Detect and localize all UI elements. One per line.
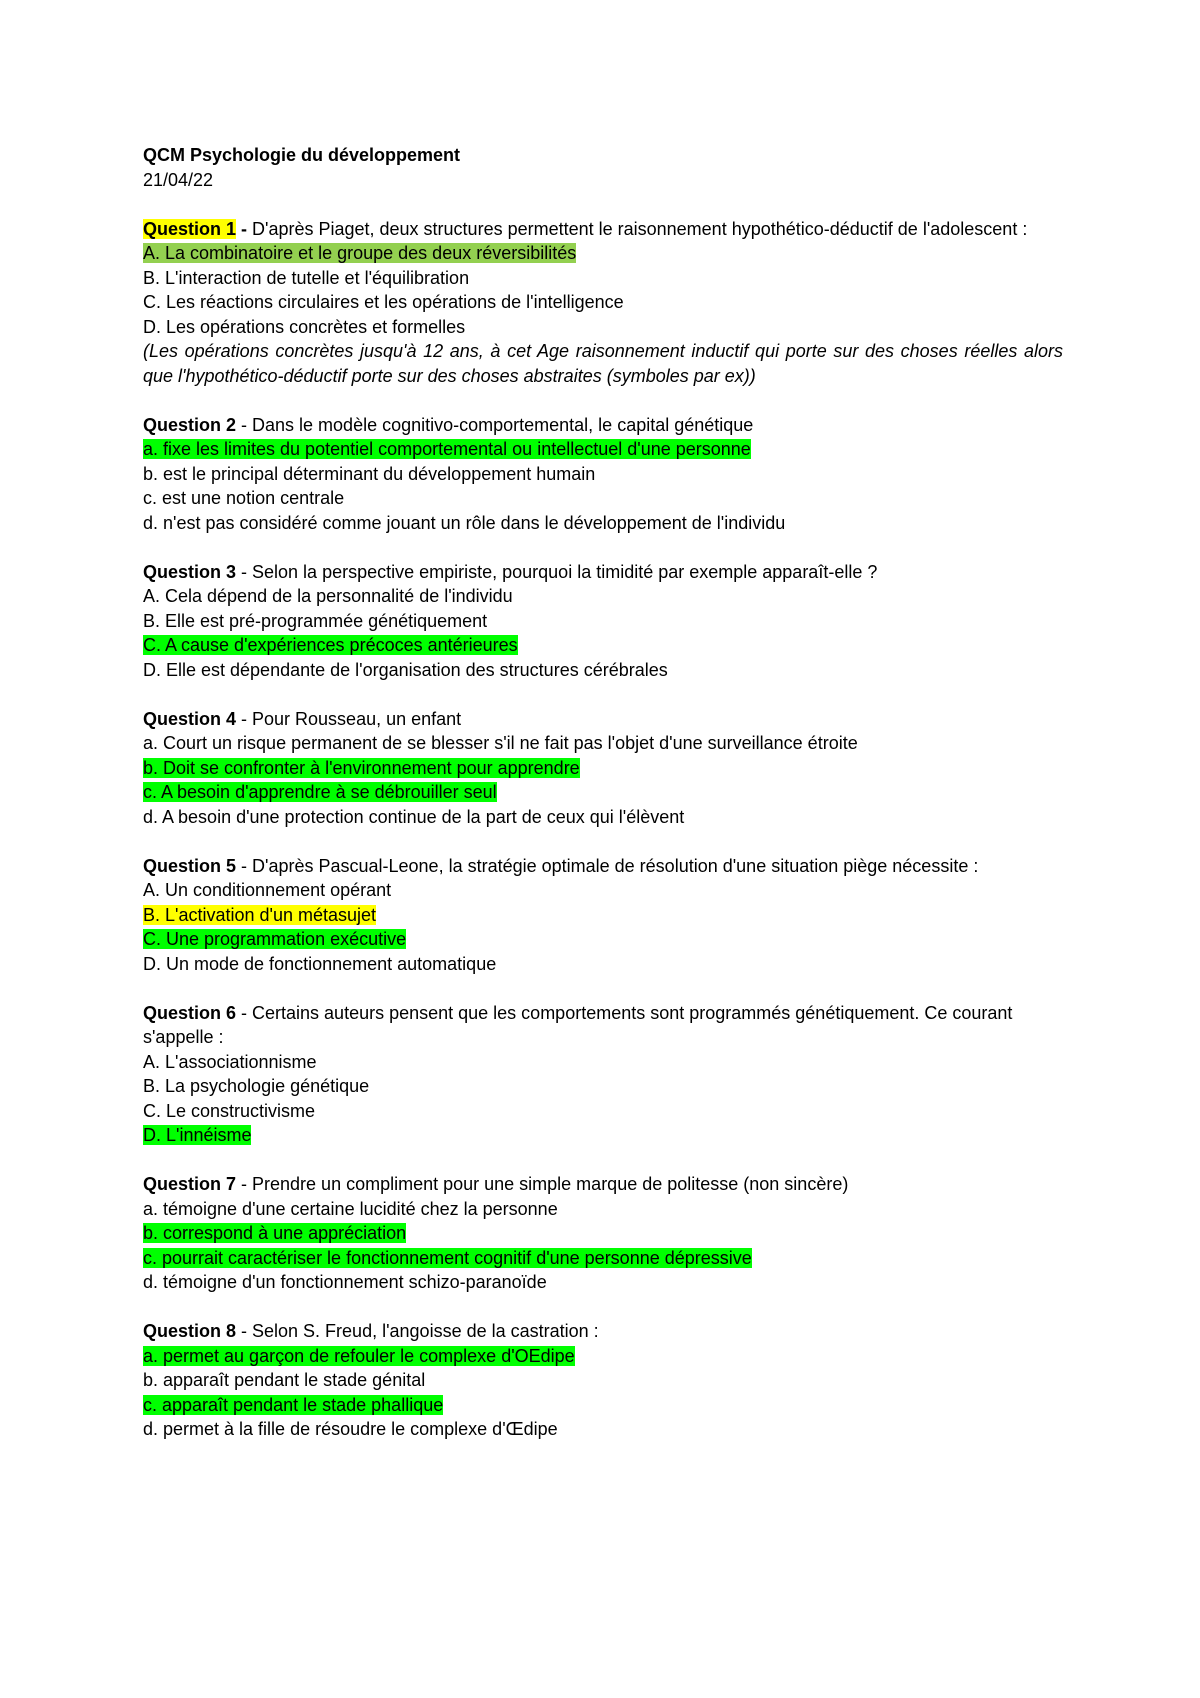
question-6-option-c: C. Le constructivisme [143, 1100, 316, 1121]
question-5-label: Question 5 [143, 855, 237, 876]
question-3-label: Question 3 [143, 561, 237, 582]
question-1-option-a: A. La combinatoire et le groupe des deux réversibilités [143, 243, 577, 263]
question-5-option-a: A. Un conditionnement opérant [143, 880, 392, 900]
question-8-option-a: a. permet au garçon de refouler le complexe d'OEdipe [143, 1345, 575, 1366]
question-1-label: Question 1 [143, 218, 237, 239]
question-7-option-a: a. témoigne d'une certaine lucidité chez la personne [143, 1198, 558, 1219]
question-6-option-a: A. L'associationnisme [143, 1051, 317, 1072]
question-1-option-d: D. Les opérations concrètes et formelles [143, 316, 466, 337]
question-3-option-c: C. A cause d'expériences précoces antérieures [143, 635, 518, 655]
question-4 [143, 707, 1063, 830]
question-3-option-d: D. Elle est dépendante de l'organisation des structures cérébrales [143, 659, 668, 680]
question-5 [143, 854, 1063, 977]
question-4-text: Pour Rousseau, un enfant [252, 708, 462, 729]
question-2-separator: - [236, 414, 253, 435]
question-8-text: Selon S. Freud, l'angoisse de la castration : [252, 1321, 599, 1341]
question-7-option-c: c. pourrait caractériser le fonctionnement cognitif d'une personne dépressive [143, 1247, 752, 1268]
question-8-prompt [143, 1319, 1063, 1344]
question-4-option-a: a. Court un risque permanent de se blesser s'il ne fait pas l'objet d'une surveillance étroite [143, 733, 858, 753]
question-5-option-b: B. L'activation d'un métasujet [143, 904, 377, 925]
question-4-prompt [143, 707, 1063, 732]
question-7-option-d: d. témoigne d'un fonctionnement schizo-paranoïde [143, 1272, 547, 1292]
question-7-separator: - [236, 1174, 253, 1194]
question-7-option-b: b. correspond à une appréciation [143, 1223, 407, 1243]
question-5-separator: - [236, 855, 253, 876]
question-8-option-d: d. permet à la fille de résoudre le complexe d'Œdipe [143, 1419, 558, 1439]
question-5-prompt [143, 854, 1063, 879]
question-1-separator: - [236, 218, 253, 239]
question-2-label: Question 2 [143, 414, 237, 435]
question-3 [143, 560, 1063, 683]
question-2 [143, 413, 1063, 536]
question-1-option-b: B. L'interaction de tutelle et l'équilibration [143, 267, 470, 288]
question-6-option-d: D. L'innéisme [143, 1125, 252, 1145]
question-8-option-b: b. apparaît pendant le stade génital [143, 1370, 426, 1390]
question-2-text: Dans le modèle cognitivo-comportemental, le capital génétique [252, 414, 754, 435]
question-6-label: Question 6 [143, 1002, 237, 1023]
question-6-separator: - [236, 1002, 253, 1023]
question-4-label: Question 4 [143, 708, 237, 729]
question-4-option-c: c. A besoin d'apprendre à se débrouiller seul [143, 782, 497, 802]
question-7-text: Prendre un compliment pour une simple marque de politesse (non sincère) [252, 1174, 849, 1194]
question-5-text: D'après Pascual-Leone, la stratégie optimale de résolution d'une situation piège nécessite : [252, 855, 979, 876]
question-7 [143, 1172, 1063, 1295]
question-8-option-c: c. apparaît pendant le stade phallique [143, 1394, 444, 1415]
question-3-text: Selon la perspective empiriste, pourquoi la timidité par exemple apparaît-elle ? [252, 561, 878, 582]
question-6 [143, 1001, 1063, 1148]
question-3-option-b: B. Elle est pré-programmée génétiquement [143, 610, 488, 631]
question-1 [143, 217, 1063, 389]
question-6-option-b: B. La psychologie génétique [143, 1076, 370, 1096]
question-7-label: Question 7 [143, 1174, 237, 1194]
question-3-prompt [143, 560, 1063, 585]
question-1-option-c: C. Les réactions circulaires et les opérations de l'intelligence [143, 292, 624, 312]
question-3-option-a: A. Cela dépend de la personnalité de l'individu [143, 586, 513, 606]
question-8-separator: - [236, 1321, 253, 1341]
question-4-separator: - [236, 708, 253, 729]
question-2-option-b: b. est le principal déterminant du développement humain [143, 463, 596, 484]
question-8-label: Question 8 [143, 1321, 237, 1341]
document-title: QCM Psychologie du développement [143, 145, 461, 165]
question-1-text: D'après Piaget, deux structures permettent le raisonnement hypothético-déductif de l'adolescent : [252, 218, 1028, 239]
question-7-prompt [143, 1172, 1063, 1197]
question-8 [143, 1319, 1063, 1442]
question-4-option-b: b. Doit se confronter à l'environnement pour apprendre [143, 757, 580, 778]
question-5-option-c: C. Une programmation exécutive [143, 929, 407, 949]
question-4-option-d: d. A besoin d'une protection continue de la part de ceux qui l'élèvent [143, 806, 685, 827]
document-page [143, 143, 1063, 1466]
question-1-prompt [143, 217, 1063, 242]
question-6-prompt [143, 1001, 1063, 1050]
document-date: 21/04/22 [143, 169, 214, 190]
question-2-option-c: c. est une notion centrale [143, 488, 345, 508]
question-1-note: (Les opérations concrètes jusqu'à 12 ans, à cet Age raisonnement inductif qui porte sur des choses réelles alors que l'hypothético-déductif porte sur des choses abstraites (symboles par ex)) [143, 341, 1063, 386]
question-2-prompt [143, 413, 1063, 438]
question-2-option-d: d. n'est pas considéré comme jouant un rôle dans le développement de l'individu [143, 512, 786, 533]
question-2-option-a: a. fixe les limites du potentiel comportemental ou intellectuel d'une personne [143, 439, 751, 459]
question-3-separator: - [236, 561, 253, 582]
question-5-option-d: D. Un mode de fonctionnement automatique [143, 953, 497, 974]
question-6-text: Certains auteurs pensent que les comportements sont programmés génétiquement. Ce courant s'appelle : [143, 1002, 1013, 1047]
